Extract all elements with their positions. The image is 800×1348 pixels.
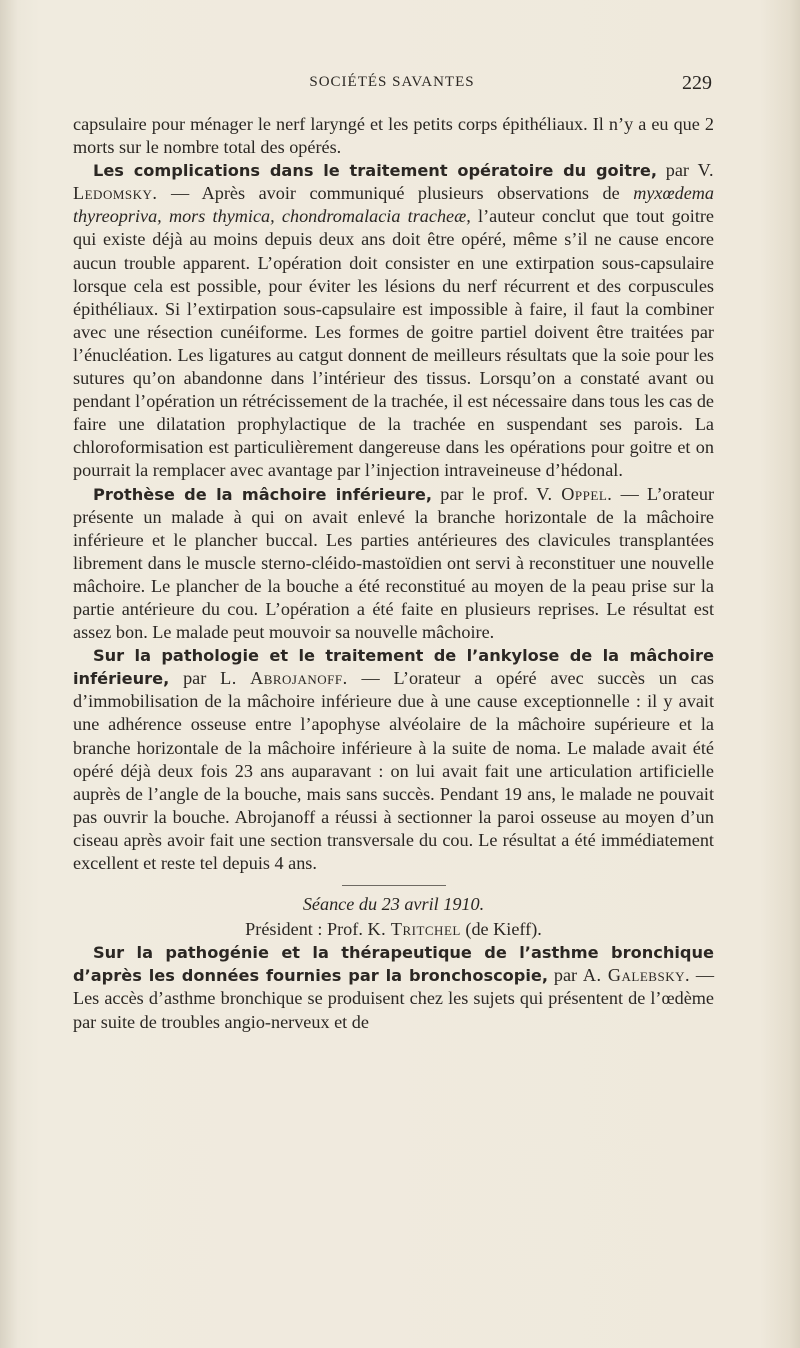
president-name: K. Tritchel bbox=[367, 919, 461, 940]
session-president bbox=[73, 918, 714, 941]
section-title: Sur la pathogénie et la thérapeutique de l’asthme bronchique d’après les données fournies par la bronchoscopie, bbox=[73, 943, 714, 986]
author-name: A. Galebsky. bbox=[582, 965, 691, 986]
paragraph-jaw-prosthesis bbox=[73, 483, 714, 645]
paragraph-goitre-complications bbox=[73, 159, 714, 482]
paragraph-asthma bbox=[73, 941, 714, 1033]
author-name: V. Ledomsky. bbox=[73, 160, 715, 204]
byline-prefix: par bbox=[553, 965, 578, 986]
running-header bbox=[72, 72, 712, 100]
running-title: SOCIÉTÉS SAVANTES bbox=[309, 74, 475, 90]
author-name: V. Oppel. bbox=[536, 483, 613, 504]
paragraph-ankylosis bbox=[73, 644, 714, 875]
byline-prefix: par bbox=[183, 668, 207, 689]
section-title: Les complications dans le traitement opératoire du goitre, bbox=[93, 161, 658, 181]
paragraph-text: — Après avoir communiqué plusieurs observations de bbox=[170, 183, 620, 204]
paragraph-text: — L’orateur présente un malade à qui on avait enlevé la branche horizontale de la mâchoire inférieure et le plancher buccal. Les parties antérieures des clavicules transplantées librement dans le muscle sterno-cléido-mastoïdien ont servi à reconstituer une nouvelle mâchoire. Le plancher de la bouche a été reconstitué au moyen de la peau prise sur la partie antérieure du cou. L’opération a été faite en plusieurs reprises. Le résultat est assez bon. Le malade peut mouvoir sa nouvelle mâchoire. bbox=[73, 483, 714, 643]
author-name: L. Abrojanoff. bbox=[220, 668, 348, 689]
paragraph-text: — Les accès d’asthme bronchique se produisent chez les sujets qui présentent de l’œdème par suite de troubles angio-nerveux et de bbox=[73, 965, 714, 1032]
president-city: (de Kieff). bbox=[465, 919, 542, 940]
page-number: 229 bbox=[682, 72, 712, 94]
byline-prefix: par bbox=[665, 160, 689, 181]
paragraph-text: — L’orateur a opéré avec succès un cas d’immobilisation de la mâchoire inférieure due à une cause exceptionnelle : il y avait une adhérence osseuse entre l’apophyse alvéolaire de la mâchoire supérieure et la branche horizontale de la mâchoire inférieure à la suite de noma. Le malade avait été opéré déjà deux fois 23 ans auparavant : on lui avait fait une articulation artificielle auprès de l’angle de la bouche, mais sans succès. Pendant 19 ans, le malade ne pouvait pas ouvrir la bouche. Abrojanoff a réussi à sectionner la paroi osseuse au moyen d’un ciseau après avoir fait une section transversale du cou. Le résultat a été immédiatement excellent et reste tel depuis 4 ans. bbox=[73, 668, 714, 873]
section-divider bbox=[342, 885, 446, 886]
session-date: Séance du 23 avril 1910. bbox=[302, 894, 485, 915]
section-title: Prothèse de la mâchoire inférieure, bbox=[93, 484, 432, 504]
article-body bbox=[73, 113, 714, 1034]
section-title: Sur la pathologie et le traitement de l’ankylose de la mâchoire inférieure, bbox=[73, 646, 714, 689]
president-label: Président : Prof. bbox=[245, 919, 363, 940]
paragraph-text: capsulaire pour ménager le nerf laryngé et les petits corps épithéliaux. Il n’y a eu que 2 morts sur le nombre total des opérés. bbox=[73, 114, 714, 158]
latin-terms: myxœdema thyreopriva, mors thymica, chondromalacia tracheæ, bbox=[73, 183, 714, 227]
byline-prefix: par le prof. bbox=[440, 483, 528, 504]
paragraph-text: l’auteur conclut que tout goitre qui existe déjà au moins depuis deux ans doit être opéré, même s’il ne cause encore aucun trouble apparent. L’opération doit consister en une extirpation sous-capsulaire lorsque cela est possible, pour éviter les lésions du nerf récurrent et des corpuscules épithéliaux. Si l’extirpation sous-capsulaire est impossible à faire, il faut la combiner avec une résection cunéiforme. Les formes de goitre partiel doivent être traitées par l’énucléation. Les ligatures au catgut donnent de meilleurs résultats que la soie pour les sutures qu’on abandonne dans l’intérieur des tissus. Lorsqu’on a constaté avant ou pendant l’opération un rétrécissement de la trachée, il est nécessaire dans tous les cas de faire une dilatation prophylactique de la trachée en suspendant ses parois. La chloroformisation est particulièrement dangereuse dans les opérations pour goitre et on pourrait la remplacer avec avantage par l’injection intraveineuse d’hédonal. bbox=[73, 206, 715, 481]
paragraph-continuation bbox=[73, 113, 714, 159]
